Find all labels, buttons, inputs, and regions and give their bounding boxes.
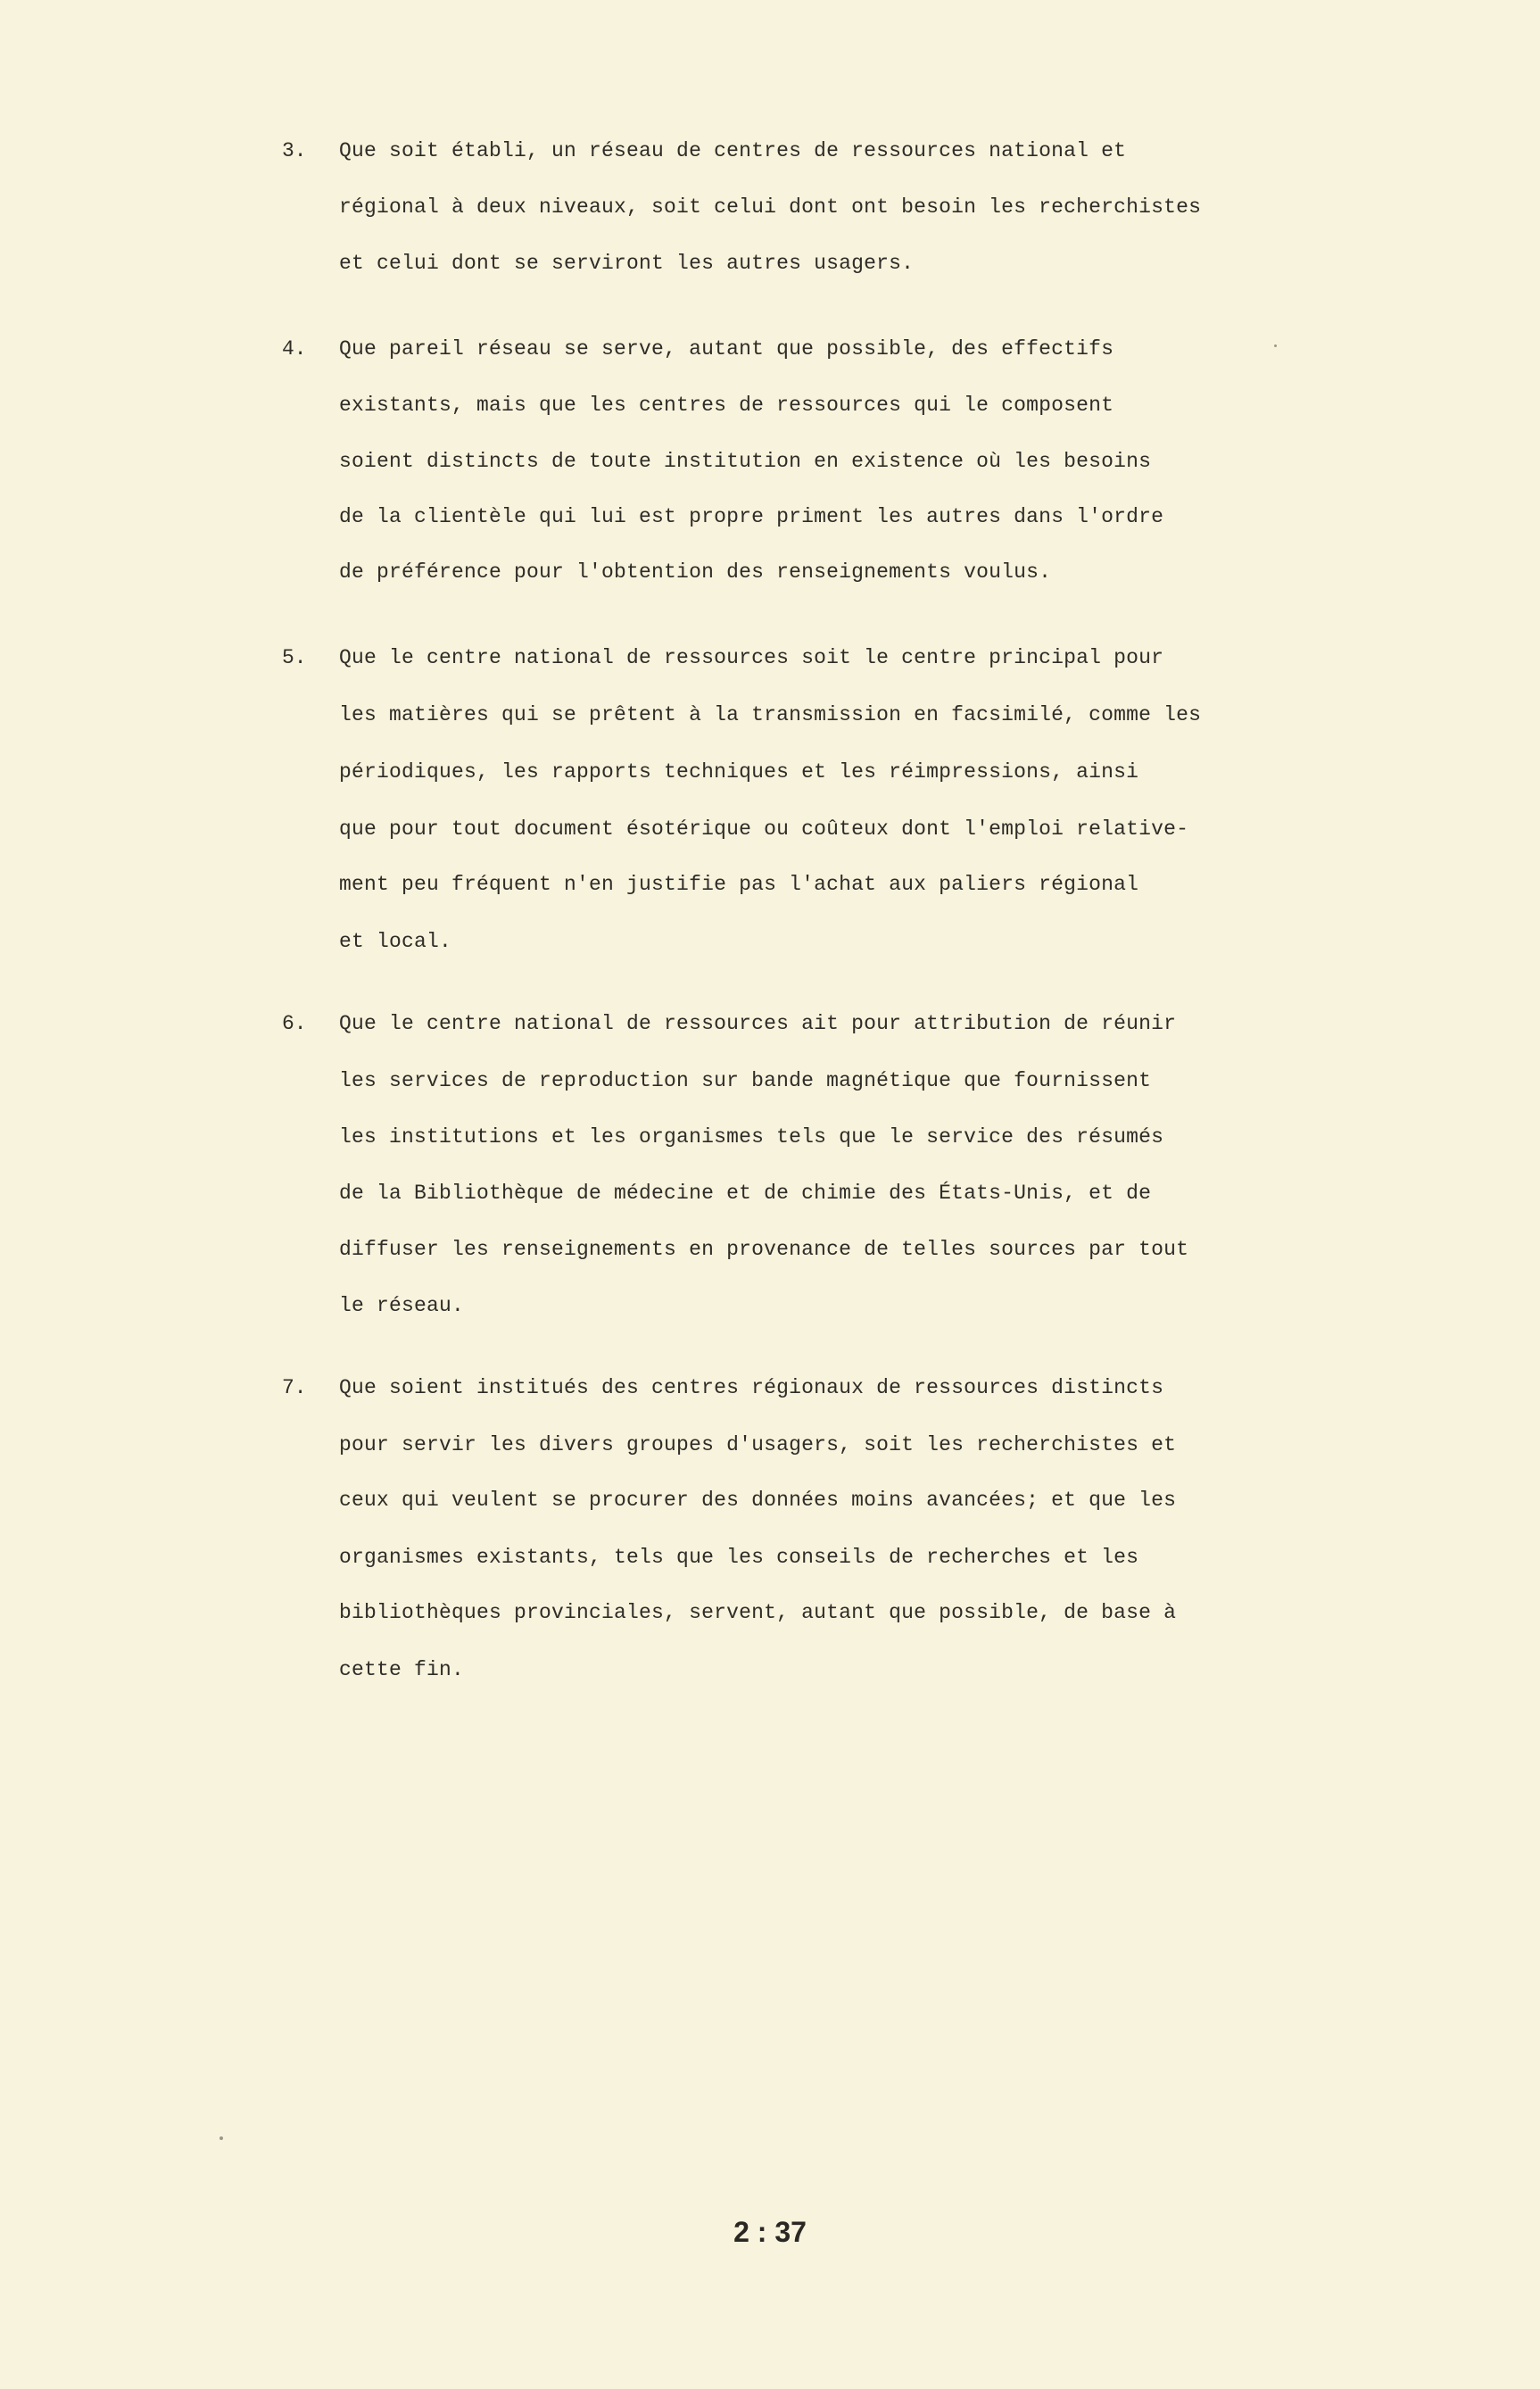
page-number: 2 : 37: [733, 2216, 807, 2248]
item-line: pour servir les divers groupes d'usagers, soit les recherchistes et: [339, 1433, 1177, 1456]
item-line: les institutions et les organismes tels que le service des résumés: [339, 1125, 1164, 1149]
item-line: périodiques, les rapports techniques et les réimpressions, ainsi: [339, 760, 1139, 784]
item-line: de préférence pour l'obtention des renseignements voulus.: [339, 560, 1052, 584]
item-line: organismes existants, tels que les conseils de recherches et les: [339, 1546, 1139, 1569]
item-number: 4.: [282, 337, 307, 361]
item-line: Que soient institués des centres régionaux de ressources distincts: [339, 1376, 1164, 1399]
item-number: 7.: [282, 1376, 307, 1399]
item-line: et celui dont se serviront les autres usagers.: [339, 252, 915, 275]
item-line: les matières qui se prêtent à la transmission en facsimilé, comme les: [339, 703, 1202, 726]
paper-speck: [219, 2136, 223, 2140]
item-line: les services de reproduction sur bande magnétique que fournissent: [339, 1069, 1152, 1092]
item-line: Que soit établi, un réseau de centres de ressources national et: [339, 139, 1127, 162]
item-line: bibliothèques provinciales, servent, autant que possible, de base à: [339, 1601, 1177, 1624]
item-line: le réseau.: [339, 1294, 465, 1317]
item-line: régional à deux niveaux, soit celui dont ont besoin les recherchistes: [339, 195, 1202, 219]
item-line: diffuser les renseignements en provenance de telles sources par tout: [339, 1238, 1189, 1261]
item-line: soient distincts de toute institution en existence où les besoins: [339, 450, 1152, 473]
item-line: et local.: [339, 930, 452, 953]
item-number: 3.: [282, 139, 307, 162]
item-line: existants, mais que les centres de ressources qui le composent: [339, 394, 1114, 417]
item-line: Que le centre national de ressources soit le centre principal pour: [339, 646, 1164, 669]
paper-speck: [1274, 344, 1277, 347]
item-number: 6.: [282, 1012, 307, 1035]
item-line: ment peu fréquent n'en justifie pas l'achat aux paliers régional: [339, 873, 1139, 896]
item-line: de la Bibliothèque de médecine et de chimie des États-Unis, et de: [339, 1182, 1152, 1205]
item-line: Que pareil réseau se serve, autant que possible, des effectifs: [339, 337, 1114, 361]
item-line: ceux qui veulent se procurer des données moins avancées; et que les: [339, 1489, 1177, 1512]
item-line: de la clientèle qui lui est propre priment les autres dans l'ordre: [339, 505, 1164, 528]
item-line: Que le centre national de ressources ait pour attribution de réunir: [339, 1012, 1177, 1035]
item-number: 5.: [282, 646, 307, 669]
item-line: que pour tout document ésotérique ou coûteux dont l'emploi relative-: [339, 817, 1189, 841]
item-line: cette fin.: [339, 1658, 465, 1681]
